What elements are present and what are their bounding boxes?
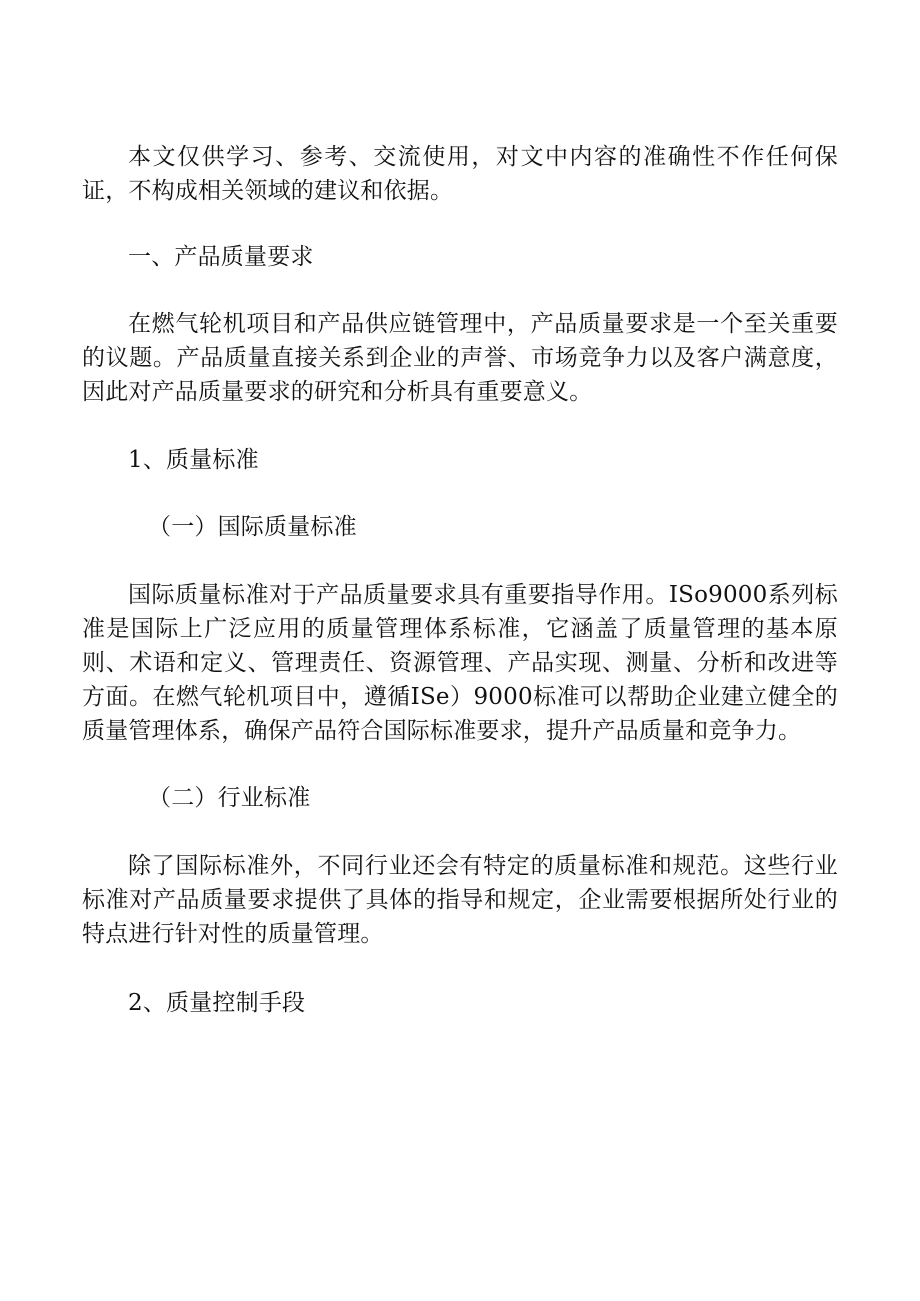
- subheading-international-standards: （一）国际质量标准: [148, 514, 357, 540]
- subheading-industry-standards: （二）行业标准: [148, 785, 311, 811]
- international-standards-paragraph: 国际质量标准对于产品质量要求具有重要指导作用。ISo9000系列标准是国际上广泛应用的质量管理体系标准，它涵盖了质量管理的基本原则、术语和定义、管理责任、资源管理、产品实现、测量、分析和改进等方面。在燃气轮机项目中，遵循ISe）9000标准可以帮助企业建立健全的质量管理体系，确保产品符合国际标准要求，提升产品质量和竞争力。: [82, 582, 838, 744]
- section-intro-paragraph: 在燃气轮机项目和产品供应链管理中，产品质量要求是一个至关重要的议题。产品质量直接关系到企业的声誉、市场竞争力以及客户满意度，因此对产品质量要求的研究和分析具有重要意义。: [82, 311, 838, 405]
- subsection-heading-quality-control: 2、质量控制手段: [128, 990, 306, 1016]
- subsection-heading-quality-standards: 1、质量标准: [128, 447, 259, 473]
- industry-standards-paragraph: 除了国际标准外，不同行业还会有特定的质量标准和规范。这些行业标准对产品质量要求提供了具体的指导和规定，企业需要根据所处行业的特点进行针对性的质量管理。: [82, 853, 838, 947]
- disclaimer-paragraph: 本文仅供学习、参考、交流使用，对文中内容的准确性不作任何保证，不构成相关领域的建议和依据。: [82, 144, 838, 204]
- section-heading-product-quality: 一、产品质量要求: [128, 244, 314, 270]
- document-body: [82, 140, 838, 1020]
